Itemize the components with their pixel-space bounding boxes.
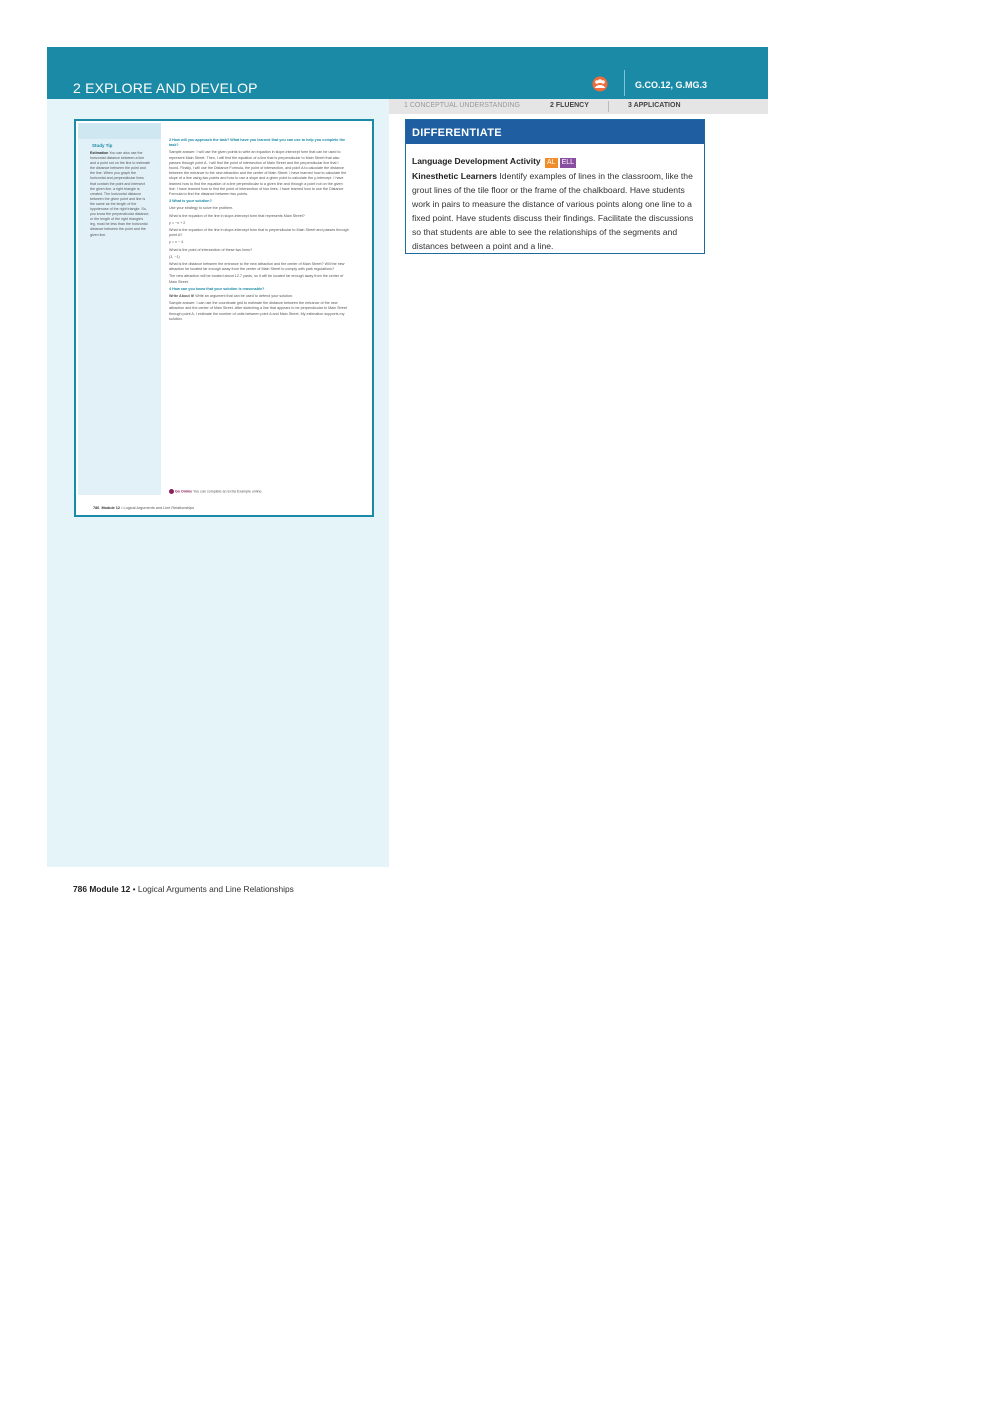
answer-3d: The new attraction will be located about 12.7 yards, so it will be located far enough away from the center of Main Street. (169, 274, 344, 284)
write-about-it-label: Write About It! (169, 294, 195, 299)
differentiate-box (405, 119, 705, 254)
activity-lead: Kinesthetic Learners (412, 171, 498, 181)
question-3a: What is the equation of the line in slope-intercept form that represents Main Street? (169, 213, 305, 218)
thumbnail-body (169, 138, 349, 324)
activity-body: Identify examples of lines in the classroom, like the grout lines of the tile floor or the frame of the chalkboard. Have students work in pairs to measure the distance of various points along one line to a fixed point. Have students discuss their findings. Facilitate the discussions so that students are able to see the relationships of the segments and distances between a point and a line. (412, 171, 694, 251)
thumbnail-module-title: • Logical Arguments and Line Relationships (120, 506, 195, 510)
group-icon (592, 76, 608, 92)
study-tip-body: You can also use the horizontal distance between a line and a point not on the line to estimate the distance between the point and the line. When you graph the horizontal and perpendicular lines that contain the point and intersect the given line, a right triangle is created. The horizontal distance between the given point and line is the same as the length of the hypotenuse of the right triangle. So, you know the perpendicular distance, or the length of the right triangle's leg, must be less than the horizontal distance between the point and the given line. (90, 151, 150, 237)
go-online-icon (169, 489, 174, 494)
go-online-text: You can complete an Extra Example online. (192, 489, 263, 494)
activity-title-row (412, 156, 576, 168)
activity-title: Language Development Activity (412, 156, 541, 166)
thumbnail-footer (93, 506, 194, 510)
student-page-thumbnail (74, 119, 374, 517)
study-tip-lead: Estimation (90, 151, 109, 155)
sidebar-header (78, 123, 161, 139)
question-3-intro: Use your strategy to solve the problem. (169, 206, 234, 211)
question-3b: What is the equation of the line in slope-intercept form that is perpendicular to Main Street and passes through point A? (169, 228, 349, 238)
thumbnail-page-number: 786 (93, 506, 100, 510)
standards-label: G.CO.12, G.MG.3 (635, 80, 708, 90)
answer-4: Sample answer: I can use the coordinate grid to estimate the distance between the entrance of the new attraction and the center of Main Street. After sketching a line that appears to be perpendicular to Main Street through point A, I estimate the number of units between point A and Main Street. My estimation supports my solution. (169, 301, 347, 321)
write-about-it-text: Write an argument that can be used to defend your solution. (194, 294, 294, 299)
question-3c: What is the point of intersection of these two lines? (169, 247, 253, 252)
answer-3b: y = x − 4 (169, 240, 184, 245)
differentiate-title: DIFFERENTIATE (412, 127, 502, 139)
question-4: 4 How can you know that your solution is reasonable? (169, 286, 265, 291)
answer-3c: (3, −1) (169, 254, 180, 259)
question-3d: What is the distance between the entrance to the new attraction and the center of Main Street? Will the new attraction be located far enough away from the center of Main Street to comply with park regulations? (169, 262, 345, 272)
footer-module: Module 12 (89, 884, 131, 894)
section-title: 2 EXPLORE AND DEVELOP (73, 80, 258, 96)
answer-2: Sample answer: I will use the given points to write an equation in slope-intercept form that can be used to represent Main Street. Then, I will find the equation of a line that is perpendicular to Main Street that also passes through point A. I will find the point of intersection of Main Street and the perpendicular line that I found. Finally, I will use the Distance Formula, the point of intersection, and point A to calculate the distance between the entrance to the new attraction and the center of Main Street. I have learned how to calculate the slope of a line using two points and how to use a slope and a given point to calculate the y-intercept. I have learned how to find the equation of a line perpendicular to a given line and through a point not on the given line. I have learned how to find the point of intersection of two lines. I have learned how to use the Distance Formula to find the distance between two points. (169, 150, 347, 197)
question-2: 2 How will you approach the task? What have you learned that you can use to help you complete the task? (169, 138, 346, 148)
badge-ell: ELL (561, 159, 575, 166)
tab-separator (608, 101, 609, 112)
tab-application[interactable]: 3 APPLICATION (628, 102, 681, 109)
go-online-label: Go Online (175, 489, 193, 494)
go-online-note (169, 489, 263, 494)
differentiate-header (406, 120, 704, 144)
thumbnail-module: Module 12 (101, 506, 121, 510)
study-tip-text (90, 151, 150, 238)
question-3: 3 What is your solution? (169, 199, 212, 204)
activity-text (412, 169, 702, 253)
footer-title: • Logical Arguments and Line Relationships (130, 884, 294, 894)
header-divider (624, 70, 625, 96)
tab-conceptual-understanding[interactable]: 1 CONCEPTUAL UNDERSTANDING (404, 102, 520, 109)
page-number: 786 (73, 884, 87, 894)
answer-3a: y = −x + 2 (169, 220, 186, 225)
page-footer (73, 884, 294, 894)
tab-fluency[interactable]: 2 FLUENCY (550, 102, 589, 109)
study-tip-title: Study Tip (92, 143, 113, 148)
badge-al: AL (547, 159, 556, 166)
write-about-it (169, 294, 349, 299)
